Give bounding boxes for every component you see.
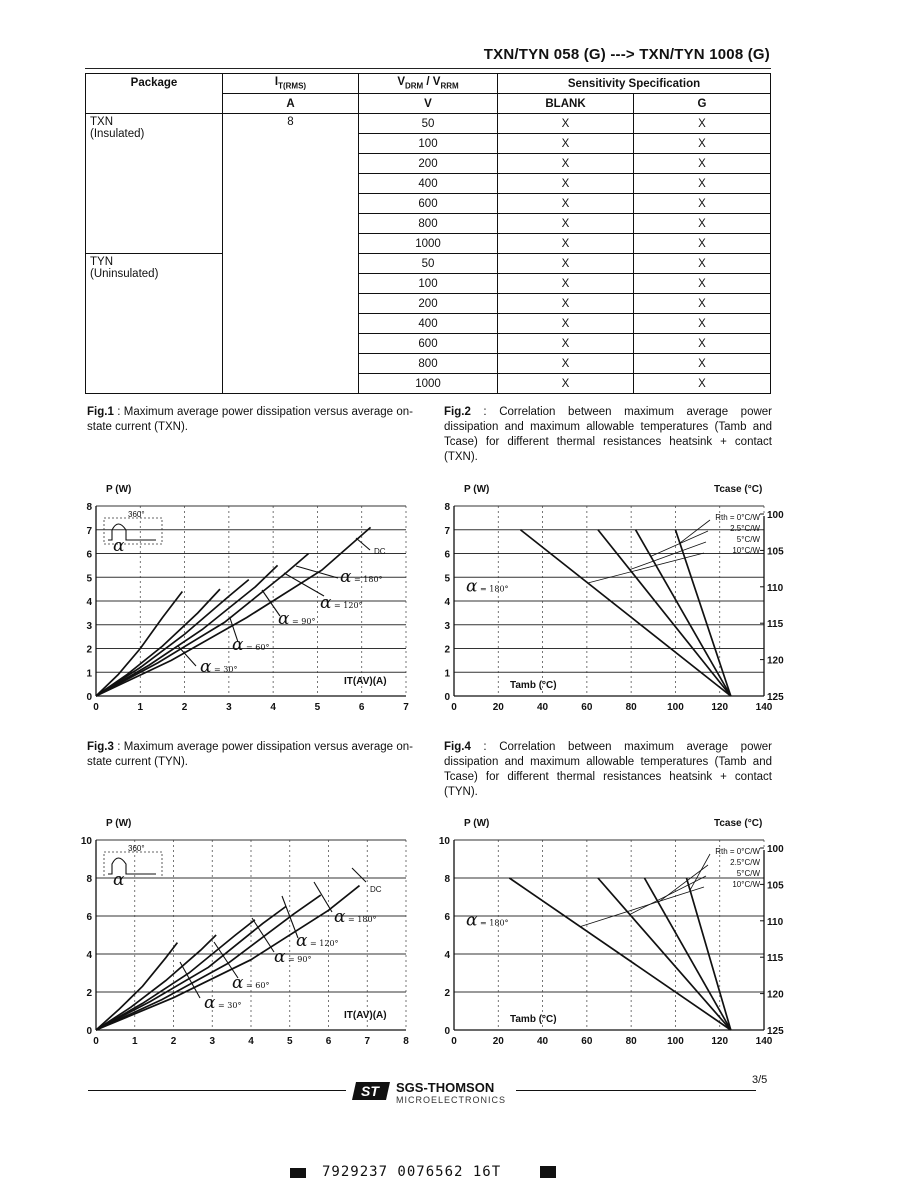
current-cell: 8 bbox=[223, 114, 359, 394]
y-tick-label: 2 bbox=[86, 988, 92, 999]
g-cell: X bbox=[634, 314, 771, 334]
rth-legend-label: 2.5°C/W bbox=[730, 858, 760, 867]
blank-cell: X bbox=[498, 174, 634, 194]
package-name: TXN bbox=[90, 116, 113, 128]
y2-tick-label: 115 bbox=[767, 619, 784, 631]
x-axis-label: Tamb (°C) bbox=[510, 680, 557, 691]
series-annotation: α = 90° bbox=[274, 947, 312, 967]
blank-cell: X bbox=[498, 114, 634, 134]
voltage-cell: 800 bbox=[359, 214, 498, 234]
series-line bbox=[96, 592, 182, 697]
voltage-cell: 1000 bbox=[359, 374, 498, 394]
y2-axis-label: Tcase (°C) bbox=[714, 818, 763, 829]
series-annotation: α = 60° bbox=[232, 635, 270, 655]
table-row bbox=[86, 254, 771, 274]
y-tick-label: 2 bbox=[444, 644, 450, 656]
rth-legend-leader bbox=[690, 854, 710, 890]
g-cell: X bbox=[634, 274, 771, 294]
voltage-cell: 400 bbox=[359, 314, 498, 334]
y-tick-label: 0 bbox=[444, 1026, 450, 1037]
series-annotation: α = 180° bbox=[334, 907, 377, 927]
alpha-label: α = 180° bbox=[466, 576, 509, 597]
rth-legend-leader bbox=[680, 520, 710, 543]
x-tick-label: 5 bbox=[314, 702, 321, 713]
inset-label: 360° bbox=[128, 844, 145, 853]
rth-line bbox=[520, 530, 730, 696]
rth-legend-label: 5°C/W bbox=[736, 869, 760, 878]
y-tick-label: 3 bbox=[444, 620, 450, 632]
x-tick-label: 6 bbox=[358, 702, 365, 713]
y2-tick-label: 115 bbox=[767, 953, 784, 965]
voltage-cell: 200 bbox=[359, 154, 498, 174]
y-tick-label: 8 bbox=[86, 874, 92, 885]
footer-rule-right bbox=[516, 1090, 756, 1091]
y-tick-label: 2 bbox=[86, 644, 92, 656]
blank-cell: X bbox=[498, 274, 634, 294]
series-annotation: DC bbox=[370, 885, 382, 894]
voltage-cell: 50 bbox=[359, 254, 498, 274]
x-tick-label: 0 bbox=[93, 1036, 99, 1047]
y-tick-label: 5 bbox=[444, 573, 450, 585]
x-tick-label: 20 bbox=[492, 702, 504, 713]
col-header-current: $I_{T(RMS)}$ bbox=[223, 74, 359, 94]
voltage-cell: 200 bbox=[359, 294, 498, 314]
table-row bbox=[86, 114, 771, 134]
voltage-cell: 1000 bbox=[359, 234, 498, 254]
rth-legend-leader bbox=[580, 887, 704, 927]
col-header-package: Package bbox=[86, 74, 223, 114]
y-axis-label: P (W) bbox=[464, 484, 490, 495]
y2-tick-label: 105 bbox=[767, 880, 784, 892]
x-tick-label: 60 bbox=[581, 1036, 593, 1047]
fig4-caption: Fig.4 : Correlation between maximum average power dissipation and maximum allowable temperatures (Tamb and Tcase) for different thermal resistances heatsink + contact (TYN). bbox=[444, 741, 772, 798]
inset-label: 360° bbox=[128, 510, 145, 519]
package-note: (Insulated) bbox=[90, 128, 145, 140]
st-logo-icon bbox=[352, 1080, 392, 1102]
package-cell bbox=[86, 114, 223, 254]
y-axis-label: P (W) bbox=[106, 818, 132, 829]
fig3-caption: Fig.3 : Maximum average power dissipation versus average on-state current (TYN). bbox=[87, 741, 413, 768]
barcode-block-right bbox=[540, 1166, 556, 1178]
y-tick-label: 5 bbox=[86, 573, 92, 585]
blank-cell: X bbox=[498, 374, 634, 394]
x-tick-label: 20 bbox=[492, 1036, 504, 1047]
y2-tick-label: 120 bbox=[767, 989, 784, 1001]
y-tick-label: 7 bbox=[86, 525, 92, 537]
x-tick-label: 80 bbox=[625, 1036, 637, 1047]
g-cell: X bbox=[634, 114, 771, 134]
blank-cell: X bbox=[498, 154, 634, 174]
col-unit-current: A bbox=[223, 94, 359, 114]
annotation-leader bbox=[356, 538, 370, 550]
x-tick-label: 40 bbox=[537, 1036, 549, 1047]
y-tick-label: 8 bbox=[444, 874, 450, 885]
col-header-blank: BLANK bbox=[498, 94, 634, 114]
x-tick-label: 0 bbox=[451, 702, 457, 713]
barcode-text: 7929237 0076562 16T bbox=[322, 1164, 502, 1180]
spec-table bbox=[85, 73, 771, 394]
fig2-caption: Fig.2 : Correlation between maximum average power dissipation and maximum allowable temperatures (Tamb and Tcase) for different thermal resistances heatsink + contact (TXN). bbox=[444, 406, 772, 463]
series-annotation: α = 90° bbox=[278, 609, 316, 629]
y-tick-label: 4 bbox=[444, 950, 450, 961]
rth-legend-label: 10°C/W bbox=[732, 880, 760, 889]
g-cell: X bbox=[634, 374, 771, 394]
package-note: (Uninsulated) bbox=[90, 268, 159, 280]
x-tick-label: 80 bbox=[625, 702, 637, 713]
x-tick-label: 0 bbox=[93, 702, 99, 713]
rth-line bbox=[598, 530, 731, 696]
voltage-cell: 50 bbox=[359, 114, 498, 134]
series-annotation: α = 60° bbox=[232, 973, 270, 993]
y-axis-label: P (W) bbox=[106, 484, 132, 495]
y-tick-label: 4 bbox=[86, 950, 92, 961]
y2-tick-label: 120 bbox=[767, 655, 784, 667]
g-cell: X bbox=[634, 134, 771, 154]
x-tick-label: 2 bbox=[170, 1036, 177, 1047]
alpha-label: α = 180° bbox=[466, 910, 509, 931]
y2-tick-label: 110 bbox=[767, 916, 784, 928]
x-tick-label: 60 bbox=[581, 702, 593, 713]
y2-tick-label: 110 bbox=[767, 582, 784, 594]
y-tick-label: 6 bbox=[86, 549, 92, 561]
voltage-cell: 800 bbox=[359, 354, 498, 374]
y-tick-label: 4 bbox=[86, 597, 92, 608]
x-tick-label: 140 bbox=[755, 702, 773, 713]
y2-tick-label: 125 bbox=[767, 692, 784, 703]
y2-axis-label: Tcase (°C) bbox=[714, 484, 763, 495]
x-tick-label: 100 bbox=[667, 1036, 684, 1047]
x-tick-label: 2 bbox=[181, 702, 188, 713]
rth-legend-label: Rth = 0°C/W bbox=[715, 847, 760, 856]
x-tick-label: 3 bbox=[226, 702, 232, 713]
voltage-cell: 100 bbox=[359, 134, 498, 154]
x-tick-label: 100 bbox=[667, 702, 684, 713]
blank-cell: X bbox=[498, 294, 634, 314]
blank-cell: X bbox=[498, 214, 634, 234]
x-tick-label: 8 bbox=[403, 1036, 409, 1047]
y-tick-label: 4 bbox=[444, 597, 450, 608]
package-cell bbox=[86, 254, 223, 394]
col-header-voltage: $V_{DRM} / V_{RRM}$ bbox=[359, 74, 498, 94]
y2-tick-label: 105 bbox=[767, 546, 784, 558]
rth-legend-leader bbox=[651, 531, 708, 556]
x-tick-label: 7 bbox=[364, 1036, 371, 1047]
annotation-leader bbox=[296, 566, 338, 578]
package-name: TYN bbox=[90, 256, 113, 268]
y-tick-label: 10 bbox=[80, 836, 92, 847]
g-cell: X bbox=[634, 214, 771, 234]
voltage-cell: 600 bbox=[359, 194, 498, 214]
svg-text:ST: ST bbox=[361, 1083, 379, 1099]
x-tick-label: 6 bbox=[325, 1036, 332, 1047]
y-tick-label: 6 bbox=[86, 912, 92, 923]
x-tick-label: 4 bbox=[248, 1036, 254, 1047]
series-annotation: α = 120° bbox=[320, 593, 363, 613]
x-tick-label: 1 bbox=[131, 1036, 138, 1047]
x-tick-label: 5 bbox=[286, 1036, 293, 1047]
x-axis-label: IT(AV)(A) bbox=[344, 676, 387, 687]
g-cell: X bbox=[634, 354, 771, 374]
y-tick-label: 6 bbox=[444, 549, 450, 561]
g-cell: X bbox=[634, 234, 771, 254]
x-tick-label: 120 bbox=[711, 1036, 729, 1047]
y-tick-label: 8 bbox=[86, 502, 92, 513]
g-cell: X bbox=[634, 154, 771, 174]
x-axis-label: Tamb (°C) bbox=[510, 1014, 557, 1025]
blank-cell: X bbox=[498, 194, 634, 214]
x-tick-label: 0 bbox=[451, 1036, 457, 1047]
y-tick-label: 3 bbox=[86, 620, 92, 632]
g-cell: X bbox=[634, 174, 771, 194]
x-tick-label: 7 bbox=[403, 702, 409, 713]
y-tick-label: 0 bbox=[86, 692, 92, 703]
g-cell: X bbox=[634, 254, 771, 274]
series-annotation: α = 30° bbox=[204, 993, 242, 1013]
blank-cell: X bbox=[498, 254, 634, 274]
y-tick-label: 7 bbox=[444, 525, 450, 537]
y-tick-label: 8 bbox=[444, 502, 450, 513]
annotation-leader bbox=[284, 573, 324, 596]
blank-cell: X bbox=[498, 134, 634, 154]
brand-subtitle: MICROELECTRONICS bbox=[396, 1095, 507, 1105]
fig2-chart bbox=[428, 478, 788, 723]
x-axis-label: IT(AV)(A) bbox=[344, 1010, 387, 1021]
series-annotation: DC bbox=[374, 547, 386, 556]
brand-name: SGS-THOMSON bbox=[396, 1080, 495, 1095]
series-line bbox=[96, 935, 216, 1030]
y-tick-label: 6 bbox=[444, 912, 450, 923]
y-tick-label: 2 bbox=[444, 988, 450, 999]
col-unit-voltage: V bbox=[359, 94, 498, 114]
x-tick-label: 1 bbox=[137, 702, 144, 713]
y-axis-label: P (W) bbox=[464, 818, 490, 829]
voltage-cell: 600 bbox=[359, 334, 498, 354]
y-tick-label: 0 bbox=[444, 692, 450, 703]
g-cell: X bbox=[634, 194, 771, 214]
y-tick-label: 0 bbox=[86, 1026, 92, 1037]
y2-tick-label: 125 bbox=[767, 1026, 784, 1037]
x-tick-label: 4 bbox=[270, 702, 276, 713]
header-rule bbox=[85, 68, 771, 69]
x-tick-label: 3 bbox=[209, 1036, 216, 1047]
fig3-chart bbox=[70, 812, 430, 1057]
col-header-g: G bbox=[634, 94, 771, 114]
y-tick-label: 1 bbox=[444, 668, 450, 680]
fig1-caption: Fig.1 : Maximum average power dissipation versus average on-state current (TXN). bbox=[87, 406, 413, 433]
y2-tick-label: 100 bbox=[767, 510, 784, 521]
blank-cell: X bbox=[498, 354, 634, 374]
rth-legend-label: 10°C/W bbox=[732, 546, 760, 555]
fig1-chart bbox=[70, 478, 430, 723]
rth-legend-label: Rth = 0°C/W bbox=[715, 513, 760, 522]
rth-legend-label: 5°C/W bbox=[736, 535, 760, 544]
col-header-sensitivity: Sensitivity Specification bbox=[498, 74, 771, 94]
blank-cell: X bbox=[498, 334, 634, 354]
rth-legend-leader bbox=[588, 553, 704, 583]
series-annotation: α = 30° bbox=[200, 657, 238, 677]
voltage-cell: 400 bbox=[359, 174, 498, 194]
blank-cell: X bbox=[498, 234, 634, 254]
footer-rule-left bbox=[88, 1090, 346, 1091]
series-annotation: α = 180° bbox=[340, 567, 383, 587]
series-annotation: α = 120° bbox=[296, 931, 339, 951]
annotation-leader bbox=[352, 868, 366, 882]
x-tick-label: 40 bbox=[537, 702, 549, 713]
blank-cell: X bbox=[498, 314, 634, 334]
x-tick-label: 120 bbox=[711, 702, 729, 713]
rth-legend-label: 2.5°C/W bbox=[730, 524, 760, 533]
inset-alpha: α bbox=[113, 536, 125, 556]
page-header-title: TXN/TYN 058 (G) ---> TXN/TYN 1008 (G) bbox=[483, 46, 770, 63]
y2-tick-label: 100 bbox=[767, 844, 784, 855]
g-cell: X bbox=[634, 334, 771, 354]
g-cell: X bbox=[634, 294, 771, 314]
barcode-block-left bbox=[290, 1168, 306, 1178]
page-number: 3/5 bbox=[752, 1074, 768, 1086]
y-tick-label: 10 bbox=[438, 836, 450, 847]
fig4-chart bbox=[428, 812, 788, 1057]
y-tick-label: 1 bbox=[86, 668, 92, 680]
voltage-cell: 100 bbox=[359, 274, 498, 294]
series-line bbox=[96, 943, 177, 1030]
x-tick-label: 140 bbox=[755, 1036, 773, 1047]
inset-alpha: α bbox=[113, 870, 125, 890]
